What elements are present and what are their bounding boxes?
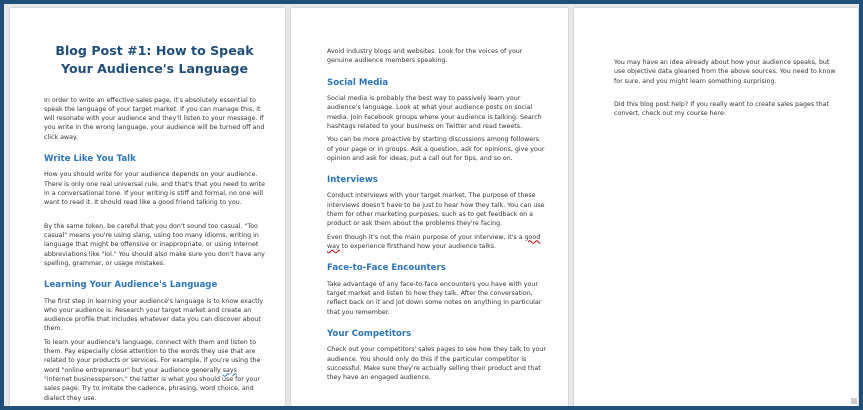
heading-interviews: Interviews <box>327 175 378 186</box>
intro-paragraph: In order to write an effective sales page, it's absolutely essential to speak the language of your target market. If you can manage this, it will resonate with your audience and they'll listen to your message. If you write in the wrong language, your audience will be turned off and click away. <box>44 96 265 141</box>
scrollbar-corner <box>851 398 857 404</box>
paragraph <box>44 338 265 403</box>
paragraph: The first step in learning your audience's language is to know exactly who your audience is. Research your target market and create an audience profile that includes whatever data you can discover about them. <box>44 297 264 333</box>
heading-competitors: Your Competitors <box>327 328 412 339</box>
spelling-flag: good way <box>327 233 541 250</box>
text-run: to experience firsthand how your audience talks. <box>339 243 497 250</box>
heading-social-media: Social Media <box>327 77 389 88</box>
text-run: "internet businessperson," the latter is what you should use for your sales page. Try to imitate the cadence, phrasing, word choice, and dialect they use. <box>44 376 260 402</box>
paragraph: You can be more proactive by starting discussions among followers of your page or in groups. Ask a question, ask for opinions, give your opinion and ask for ideas, put a call out for tips, and so on. <box>327 136 545 162</box>
paragraph <box>327 233 546 252</box>
heading-write-like-you-talk: Write Like You Talk <box>44 154 136 165</box>
document-page-2 <box>291 8 568 406</box>
document-page-1 <box>10 8 285 406</box>
heading-learning-language: Learning Your Audience's Language <box>44 280 218 291</box>
paragraph: Conduct interviews with your target market. The purpose of these interviews doesn't have to be just to hear how they talk. You can use them for other marketing purposes, such as to get feedback on a product or ask them about the problems they're facing. <box>327 192 545 228</box>
paragraph: You may have an idea already about how your audience speaks, but use objective data gleaned from the above sources. You need to know for sure, and you might learn something surprising. <box>614 59 836 85</box>
document-page-3 <box>574 8 858 406</box>
grammar-flag: says <box>222 366 237 374</box>
paragraph: How you should write for your audience depends on your audience. There is only one real universal rule, and that's that you need to write in a conversational tone. If your writing is stiff and formal, no one will want to read it. It should read like a good friend talking to you. <box>44 171 265 207</box>
paragraph: Social media is probably the best way to passively learn your audience's language. Look at what your audience posts on social media. Join Facebook groups where your audience is talking. Search hashtags related to your business on Twitter and read tweets. <box>327 94 542 130</box>
document-viewer <box>4 4 859 406</box>
text-run: Even though it's not the main purpose of your interview, it's a <box>327 233 525 241</box>
paragraph: Check out your competitors' sales pages to see how they talk to your audience. You should only do this if the particular competitor is successful. Make sure they're actually selling their product and that they have an engaged audience. <box>327 346 546 382</box>
paragraph: Did this blog post help? If you really want to create sales pages that convert, check out my course here: <box>614 100 829 118</box>
heading-face-to-face: Face-to-Face Encounters <box>327 263 446 274</box>
paragraph: Avoid industry blogs and websites. Look for the voices of your genuine audience members speaking. <box>327 48 523 65</box>
paragraph: By the same token, be careful that you don't sound too casual. "Too casual" means you're using slang, using too many idioms, writing in language that might be offensive or inappropriate, or using Internet abbreviations like "lol." You should also make sure you don't have any spelling, grammar, or usage mistakes. <box>44 222 265 267</box>
page-title: Blog Post #1: How to Speak Your Audience's Language <box>55 43 254 77</box>
paragraph: Take advantage of any face-to-face encounters you have with your target market and listen to how they talk. After the conversation, reflect back on it and jot down some notes on anything in particular that you remember. <box>327 280 542 316</box>
text-run: To learn your audience's language, connect with them and listen to them. Pay especially close attention to the words they use that are related to your products or services. For example, if you're using the word "online entrepreneur" but your audience generally <box>44 338 261 374</box>
